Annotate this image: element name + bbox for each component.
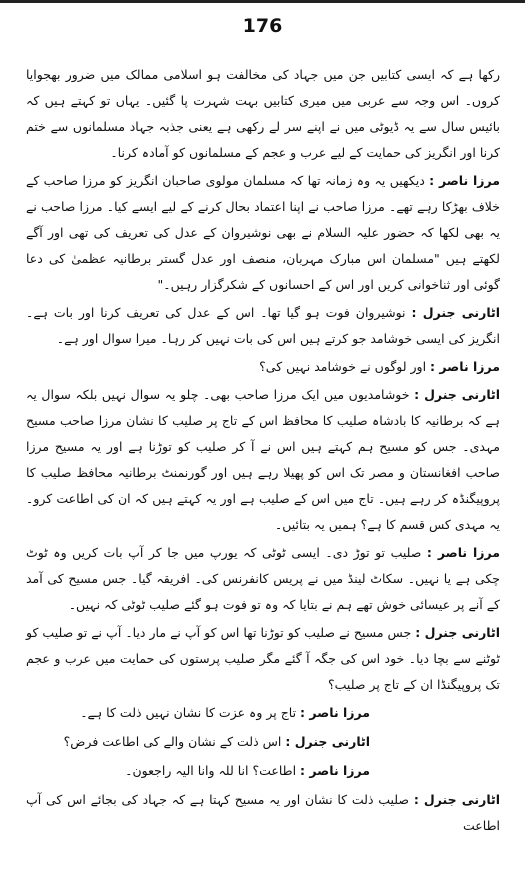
speaker-label: مرزا ناصر :	[300, 763, 370, 778]
short-line-3	[26, 758, 500, 784]
paragraph-text: دیکھیں یہ وہ زمانہ تھا کہ مسلمان مولوی صاحبان انگریز کو مرزا صاحب کے خلاف بھڑکا رہے تھے۔ مرزا صاحب نے اپنا اعتماد بحال کرنے کے لیے ایسے کیا۔ مرزا صاحب نے یہ بھی لکھا کہ حضور علیہ السلام نے بھی نوشیروان کے عدل کی تعریف کی تھی اور آگے لکھتے ہیں "مسلمان اس مبارک مہربان، منصف اور عدل گستر برطانیہ عظمیٰ کی دعا گوئی اور ثناخوانی کریں اور اس کے احسانوں کے شکرگزار رہیں۔"	[26, 173, 500, 292]
short-line-1	[26, 700, 500, 726]
short-line-text: تاج پر وہ عزت کا نشان نہیں ذلت کا ہے۔	[80, 705, 297, 720]
paragraph-1	[26, 62, 500, 166]
speaker-label: اٹارنی جنرل :	[411, 305, 500, 320]
short-line-text: اس ذلت کے نشان والے کی اطاعت فرض؟	[63, 734, 282, 749]
paragraph-5	[26, 382, 500, 538]
paragraph-text: اور لوگوں نے خوشامد نہیں کی؟	[259, 359, 427, 374]
top-rule	[0, 0, 525, 3]
last-line-text: صلیب ذلت کا نشان اور یہ مسیح کہتا ہے کہ جہاد کی بجائے اس کی آپ اطاعت	[26, 792, 500, 833]
paragraph-text: صلیب تو توڑ دی۔ ایسی ٹوٹی کہ یورپ میں جا کر آپ بات کریں وہ ٹوٹ چکی ہے یا نہیں۔ سکاٹ لینڈ میں نے پریس کانفرنس کی۔ افریقہ گیا۔ جس مسیح کی آمد کے آنے پر عیسائی خوش تھے ہم نے بتایا کہ وہ تو فوت ہو گئے صلیب ٹوٹی کہ نہیں۔	[26, 545, 500, 612]
paragraph-text: رکھا ہے کہ ایسی کتابیں جن میں جہاد کی مخالفت ہو اسلامی ممالک میں ضرور بھجوایا کروں۔ اس وجہ سے عربی میں میری کتابیں بہت شہرت پا گئیں۔ یہاں تو کہتے ہیں کہ بائیس سال سے یہ ڈیوٹی میں نے اپنے سر لے رکھی ہے یعنی جذبہ جہاد مسلمانوں سے ختم کرنا اور انگریز کی حمایت کے لیے عرب و عجم کے مسلمانوں کو آمادہ کرنا۔	[26, 67, 500, 160]
paragraph-6	[26, 540, 500, 618]
page-content	[26, 62, 500, 841]
speaker-label: اٹارنی جنرل :	[413, 792, 500, 807]
speaker-label: اٹارنی جنرل :	[285, 734, 370, 749]
paragraph-3	[26, 300, 500, 352]
short-line-2	[26, 729, 500, 755]
speaker-label: مرزا ناصر :	[430, 359, 500, 374]
speaker-label: مرزا ناصر :	[426, 545, 500, 560]
paragraph-4	[26, 354, 500, 380]
paragraph-7	[26, 620, 500, 698]
last-line	[26, 787, 500, 839]
paragraph-text: نوشیروان فوت ہو گیا تھا۔ اس کے عدل کی تعریف کرنا اور بات ہے۔ انگریز کی ایسی خوشامد جو کرتے ہیں اس کی بات نہیں کر رہا۔ میرا سوال اور ہے۔	[26, 305, 500, 346]
paragraph-text: جس مسیح نے صلیب کو توڑنا تھا اس کو آپ نے مار دیا۔ آپ نے تو صلیب کو ٹوٹنے سے بچا دیا۔ خود اس کی جگہ آ گئے مگر صلیب پرستوں کی حمایت میں عرب و عجم تک پروپیگنڈا ان کے تاج پر صلیب؟	[26, 625, 500, 692]
speaker-label: مرزا ناصر :	[429, 173, 500, 188]
short-line-text: اطاعت؟ انا للہ وانا الیہ راجعون۔	[125, 763, 297, 778]
speaker-label: اٹارنی جنرل :	[415, 625, 500, 640]
paragraph-text: خوشامدیوں میں ایک مرزا صاحب بھی۔ چلو یہ سوال نہیں بلکہ سوال یہ ہے کہ برطانیہ کا بادشاہ صلیب کا محافظ اس کے تاج پر صلیب کا نشان مرزا صاحب مسیح مہدی۔ جس کو مسیح ہم کہتے ہیں اس نے آ کر صلیب کو توڑنا ہے اور یہ مسیح مرزا صاحب افغانستان و مصر تک اس کو پھیلا رہے ہیں اور گورنمنٹ برطانیہ محافظ صلیب کا پروپیگنڈہ کر رہے ہیں۔ تاج میں اس کے صلیب ہے اور یہ کہتے ہیں کہ ان کی اطاعت کرو۔ یہ مہدی کس قسم کا ہے؟ ہمیں یہ بتائیں۔	[26, 387, 500, 532]
speaker-label: اٹارنی جنرل :	[414, 387, 500, 402]
speaker-label: مرزا ناصر :	[300, 705, 370, 720]
paragraph-2	[26, 168, 500, 298]
page-number: 176	[242, 15, 283, 37]
